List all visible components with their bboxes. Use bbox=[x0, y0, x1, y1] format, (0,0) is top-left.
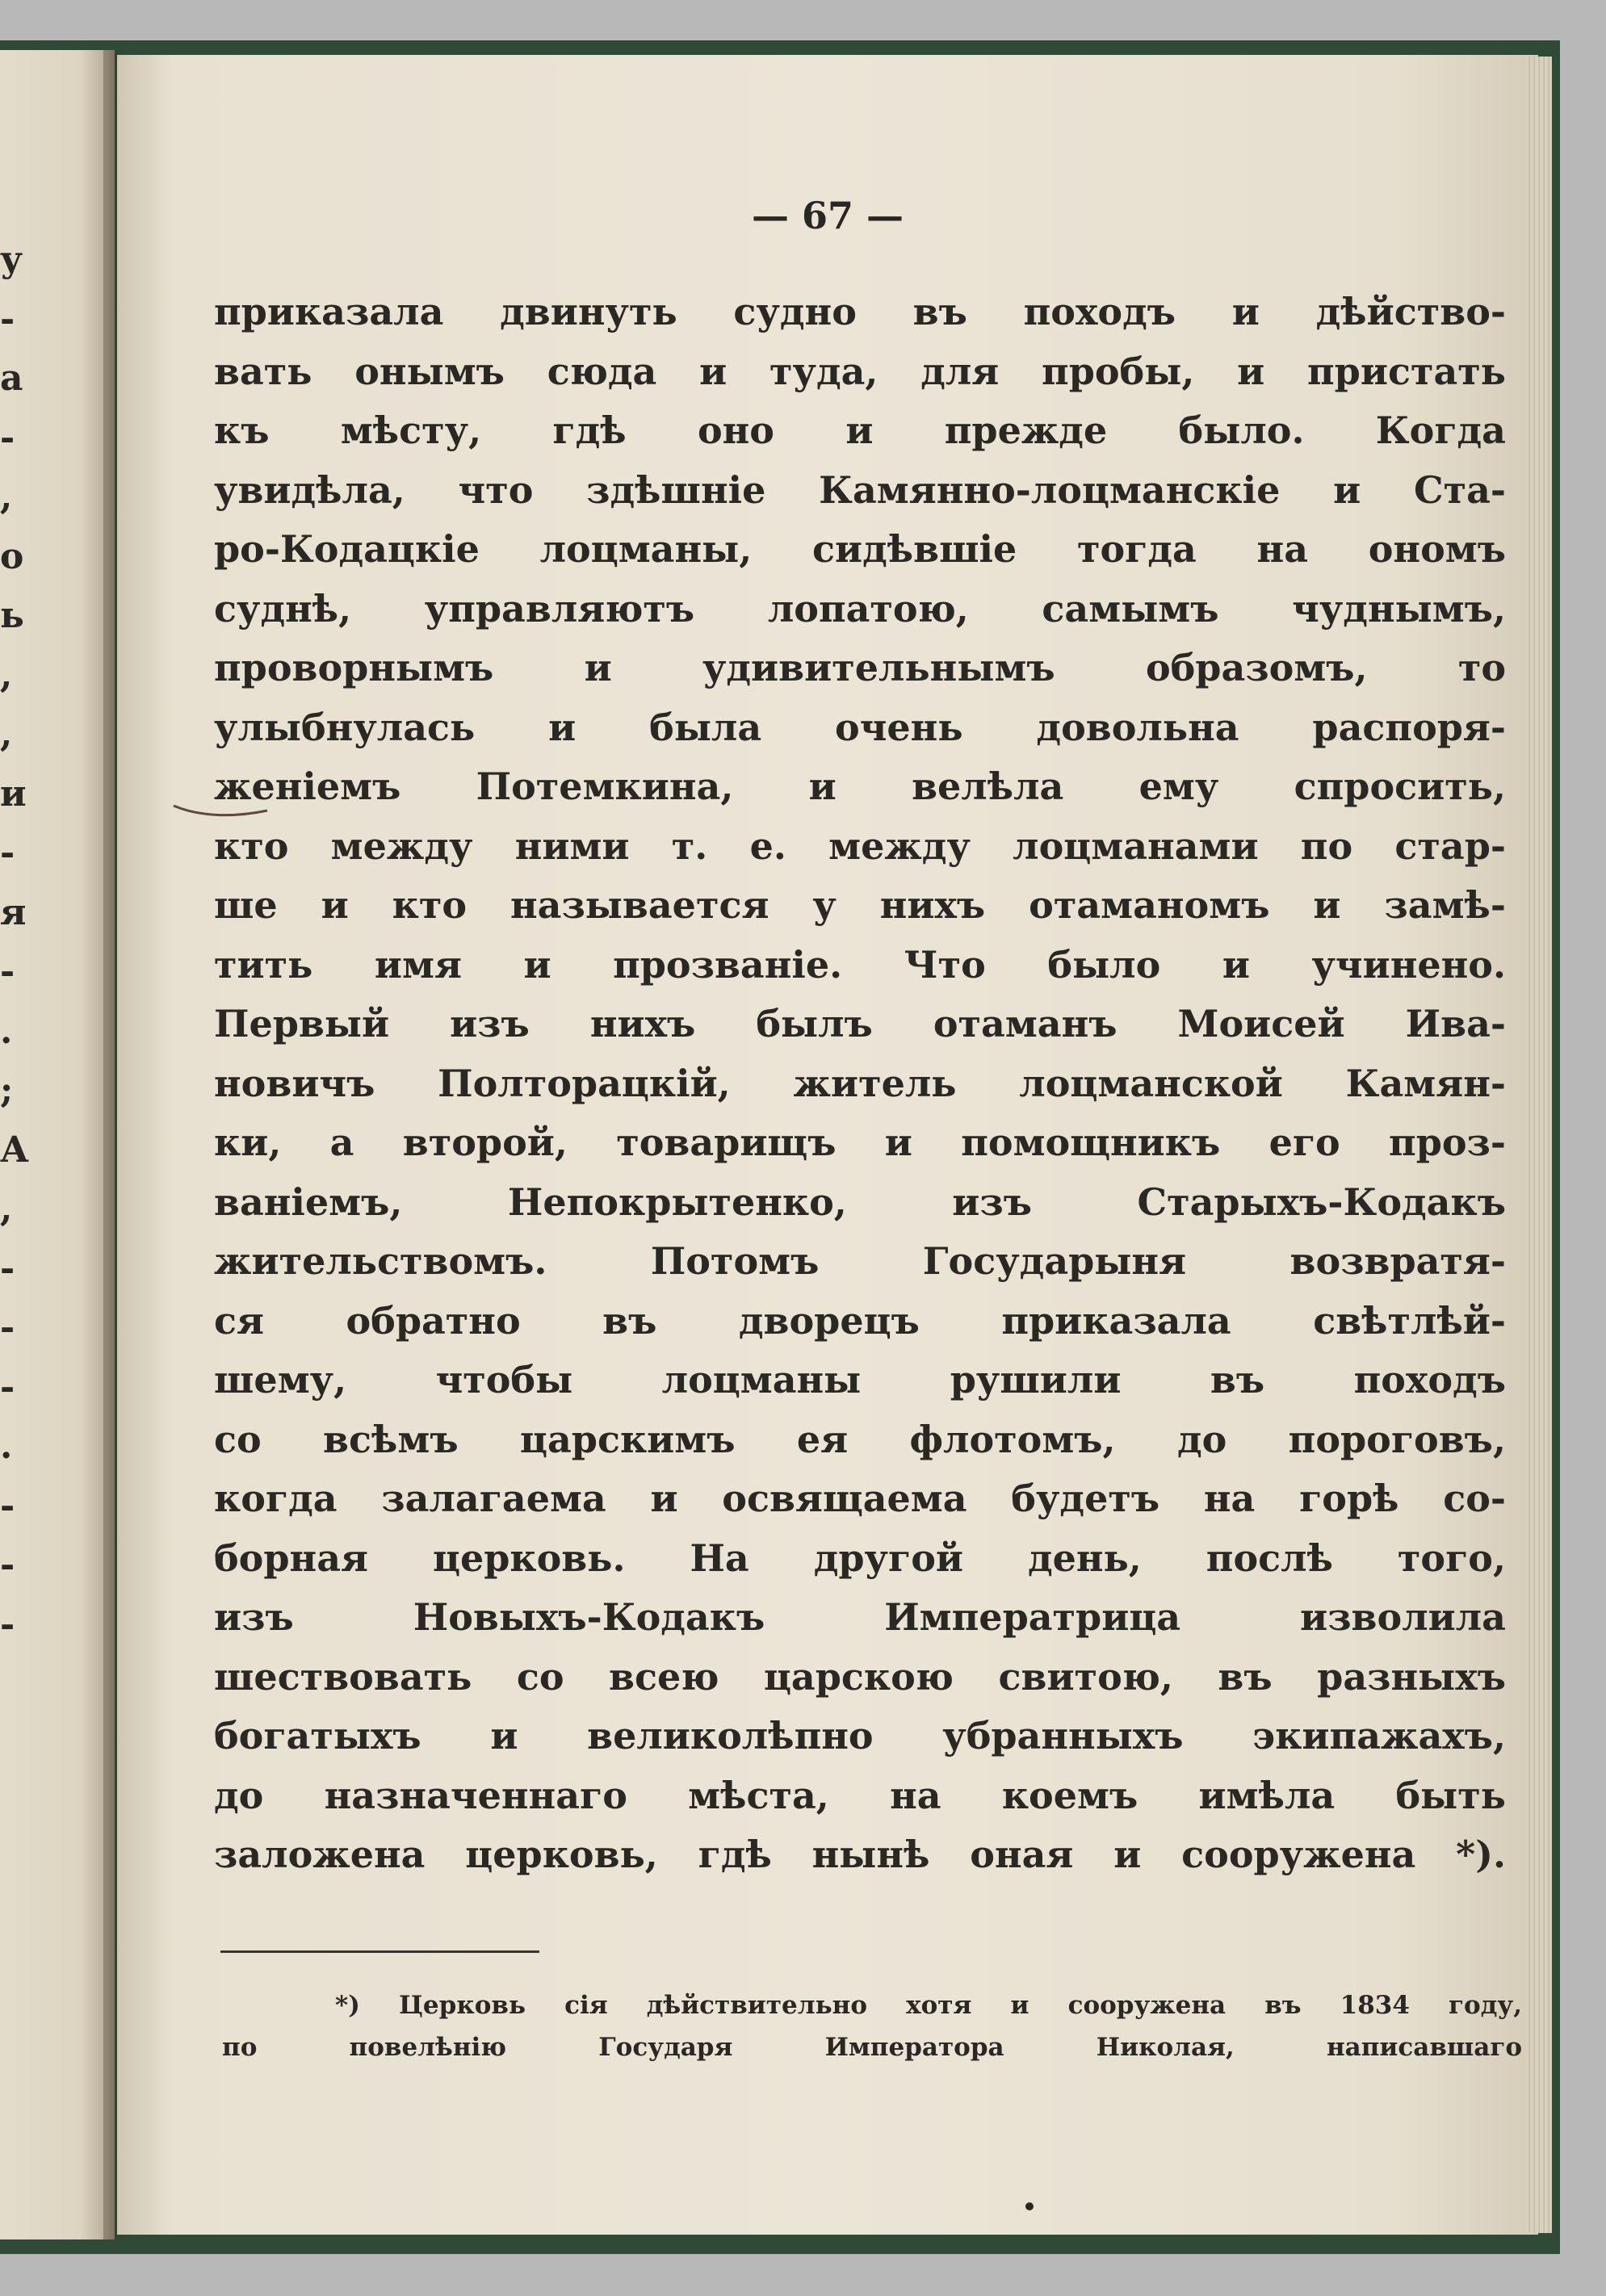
previous-page-fragment: - bbox=[0, 1544, 15, 1586]
text-line: проворнымъ и удивительнымъ образомъ, то bbox=[214, 646, 1506, 689]
page-number: — 67 — bbox=[751, 194, 904, 237]
previous-page-fragment: . bbox=[0, 1426, 13, 1467]
previous-page-fragment: - bbox=[0, 1247, 15, 1289]
page-stack-edge bbox=[1526, 57, 1552, 2233]
previous-page-fragment: - bbox=[0, 1603, 15, 1645]
text-line: Первый изъ нихъ былъ отаманъ Моисей Ива- bbox=[214, 1002, 1506, 1045]
text-line: приказала двинуть судно въ походъ и дѣйство- bbox=[214, 290, 1506, 333]
previous-page-fragment: , bbox=[0, 654, 13, 696]
previous-page-fragment: , bbox=[0, 476, 13, 517]
text-line: изъ Новыхъ-Кодакъ Императрица изволила bbox=[214, 1595, 1506, 1639]
previous-page-fragment: . bbox=[0, 1010, 13, 1052]
previous-page-fragment: - bbox=[0, 1366, 15, 1408]
footnote-divider bbox=[220, 1950, 539, 1953]
text-line: суднѣ, управляютъ лопатою, самымъ чуднымъ, bbox=[214, 586, 1506, 631]
previous-page-fragment: - bbox=[0, 951, 15, 992]
text-line: улыбнулась и была очень довольна распоря- bbox=[214, 705, 1506, 749]
text-line: вать онымъ сюда и туда, для пробы, и пристать bbox=[214, 349, 1506, 393]
previous-page-fragment: ; bbox=[0, 1070, 14, 1111]
previous-page-fragment: А bbox=[0, 1129, 29, 1171]
previous-page-fragment: - bbox=[0, 1485, 15, 1527]
previous-page-edge bbox=[0, 50, 115, 2239]
text-line: борная церковь. На другой день, послѣ того, bbox=[214, 1536, 1506, 1580]
footnote-line: *) Церковь сія дѣйствительно хотя и сооружена въ 1834 году, bbox=[335, 1991, 1522, 2020]
previous-page-fragment: , bbox=[0, 1188, 13, 1230]
previous-page-fragment: - bbox=[0, 832, 15, 874]
previous-page-fragment: - bbox=[0, 417, 15, 459]
previous-page-fragment: у bbox=[0, 239, 23, 280]
text-line: ро-Кодацкіе лоцманы, сидѣвшіе тогда на ономъ bbox=[214, 527, 1506, 571]
text-line: шему, чтобы лоцманы рушили въ походъ bbox=[214, 1358, 1506, 1401]
text-line: тить имя и прозваніе. Что было и учинено. bbox=[214, 942, 1506, 987]
previous-page-fragment: а bbox=[0, 358, 23, 399]
text-line: до назначеннаго мѣста, на коемъ имѣла быть bbox=[214, 1773, 1506, 1817]
footnote-line: по повелѣнію Государя Императора Николая, написавшаго bbox=[222, 2033, 1522, 2062]
page-body-text bbox=[214, 283, 1506, 1885]
text-line: шествовать со всею царскою свитою, въ разныхъ bbox=[214, 1654, 1506, 1699]
text-line: ше и кто называется у нихъ отаманомъ и замѣ- bbox=[214, 883, 1506, 927]
previous-page-fragment: и bbox=[0, 773, 27, 815]
book-page bbox=[117, 55, 1538, 2235]
previous-page-fragment: ь bbox=[0, 595, 24, 636]
text-line: къ мѣсту, гдѣ оно и прежде было. Когда bbox=[214, 409, 1506, 452]
text-line: кто между ними т. е. между лоцманами по стар- bbox=[214, 823, 1506, 868]
footnote bbox=[222, 1984, 1522, 2068]
text-line: ся обратно въ дворецъ приказала свѣтлѣй- bbox=[214, 1298, 1506, 1343]
text-line: когда залагаема и освящаема будетъ на горѣ со- bbox=[214, 1477, 1506, 1520]
text-line: заложена церковь, гдѣ нынѣ оная и сооружена *). bbox=[214, 1833, 1506, 1876]
previous-page-fragment: я bbox=[0, 891, 27, 933]
text-line: жительствомъ. Потомъ Государыня возвратя- bbox=[214, 1239, 1506, 1283]
text-line: новичъ Полторацкій, житель лоцманской Камян- bbox=[214, 1061, 1506, 1105]
text-line: увидѣла, что здѣшніе Камянно-лоцманскіе и Ста- bbox=[214, 467, 1506, 512]
previous-page-fragment: - bbox=[0, 298, 15, 340]
text-line: ваніемъ, Непокрытенко, изъ Старыхъ-Кодакъ bbox=[214, 1179, 1506, 1224]
text-line: ки, а второй, товарищъ и помощникъ его проз- bbox=[214, 1121, 1506, 1164]
previous-page-fragment: , bbox=[0, 714, 13, 755]
ink-dot bbox=[1025, 2202, 1034, 2210]
previous-page-fragment: о bbox=[0, 535, 24, 577]
previous-page-fragment: - bbox=[0, 1307, 15, 1348]
text-line: женіемъ Потемкина, и велѣла ему спросить, bbox=[214, 765, 1506, 808]
text-line: со всѣмъ царскимъ ея флотомъ, до пороговъ, bbox=[214, 1417, 1506, 1461]
text-line: богатыхъ и великолѣпно убранныхъ экипажахъ, bbox=[214, 1714, 1506, 1758]
